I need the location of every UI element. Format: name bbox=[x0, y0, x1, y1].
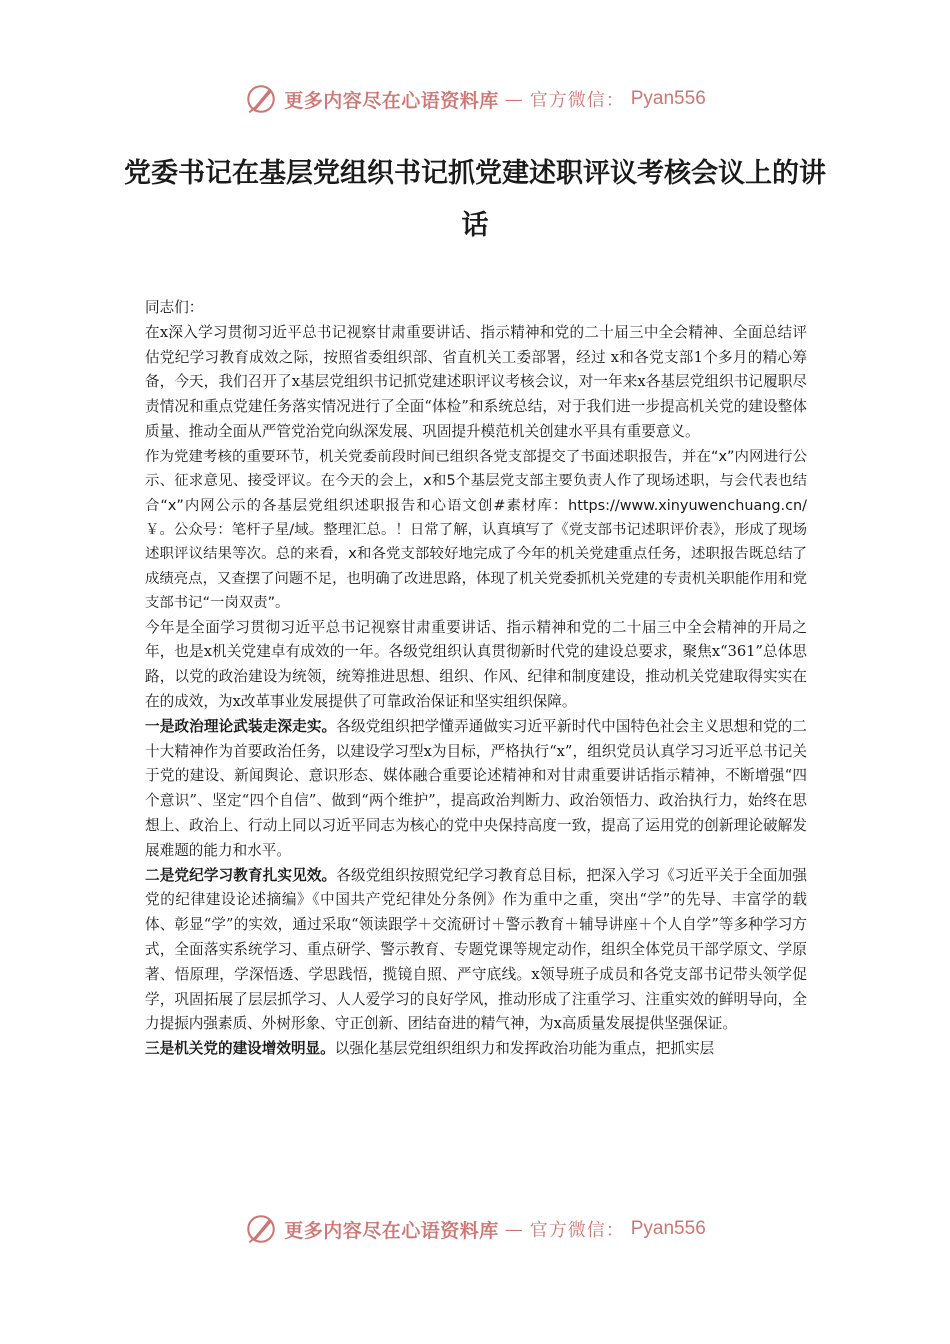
point-two-heading: 二是党纪学习教育扎实见效。 bbox=[145, 866, 337, 884]
banner-separator: — bbox=[504, 88, 524, 110]
paragraph-intro: 在x深入学习贯彻习近平总书记视察甘肃重要讲话、指示精神和党的二十届三中全会精神、全面总结评估党纪学习教育成效之际，按照省委组织部、省直机关工委部署，经过 x和各党支部1个多月的精心筹备，今天，我们召开了x基层党组织书记抓党建述职评议考核会议，对一年来x各基层党组织书记履职尽责情况和重点党建任务落实情况进行了全面“体检”和系统总结，对于我们进一步提高机关党的建设整体质量、推动全面从严管党治党向纵深发展、巩固提升模范机关创建水平具有重要意义。 bbox=[145, 323, 807, 440]
watermark-banner-top bbox=[0, 82, 950, 116]
banner-label: 官方微信： bbox=[529, 1220, 625, 1241]
banner-text: 更多内容尽在心语资料库 bbox=[284, 1219, 499, 1242]
banner-label: 官方微信： bbox=[529, 90, 625, 111]
paragraph-assessment: 作为党建考核的重要环节，机关党委前段时间已组织各党支部提交了书面述职报告，并在“x”内网进行公示、征求意见、接受评议。在今天的会上，x和5个基层党支部主要负责人作了现场述职，与会代表也结合“x”内网公示的各基层党组织述职报告和心语文创#素材库：https://www.xinyuwenchuang.cn/￥。公众号：笔杆子星/域。整理汇总。！日常了解，认真填写了《党支部书记述职评价表》，形成了现场述职评议结果等次。总的来看，x和各党支部较好地完成了今年的机关党建重点任务，述职报告既总结了成绩亮点，又查摆了问题不足，也明确了改进思路，体现了机关党委抓机关党建的专责机关职能作用和党支部书记“一岗双责”。 bbox=[145, 448, 807, 612]
document-body bbox=[145, 296, 807, 1062]
point-one-body: 各级党组织把学懂弄通做实习近平新时代中国特色社会主义思想和党的二十大精神作为首要政治任务，以建设学习型x为目标，严格执行“x”，组织党员认真学习习近平总书记关于党的建设、新闻舆论、意识形态、媒体融合重要论述精神和对甘肃重要讲话指示精神，不断增强“四个意识”、坚定“四个自信”、做到“两个维护”，提高政治判断力、政治领悟力、政治执行力，始终在思想上、政治上、行动上同以习近平同志为核心的党中央保持高度一致，提高了运用党的创新理论破解发展难题的能力和水平。 bbox=[145, 717, 807, 859]
quill-logo-icon bbox=[244, 1212, 278, 1246]
document-title: 党委书记在基层党组织书记抓党建述职评议考核会议上的讲话 bbox=[124, 158, 826, 241]
paragraph-point-three bbox=[145, 1037, 807, 1062]
paragraph-point-two bbox=[145, 864, 807, 1038]
banner-wechat-id: Pyan556 bbox=[630, 1218, 706, 1239]
point-two-body: 各级党组织按照党纪学习教育总目标，把深入学习《习近平关于全面加强党的纪律建设论述摘编》《中国共产党纪律处分条例》作为重中之重，突出“学”的先导、丰富学的载体、彰显“学”的实效，通过采取“领读跟学＋交流研讨＋警示教育＋辅导讲座＋个人自学”等多种学习方式，全面落实系统学习、重点研学、警示教育、专题党课等规定动作，组织全体党员干部学原文、学原著、悟原理，学深悟透、学思践悟，揽镜自照、严守底线。x领导班子成员和各党支部书记带头领学促学，巩固拓展了层层抓学习、人人爱学习的良好学风，推动形成了注重学习、注重实效的鲜明导向，全力提振内强素质、外树形象、守正创新、团结奋进的精气神，为x高质量发展提供坚强保证。 bbox=[145, 866, 807, 1033]
paragraph-point-one bbox=[145, 715, 807, 864]
point-three-heading: 三是机关党的建设增效明显。 bbox=[145, 1040, 335, 1058]
quill-logo-icon bbox=[244, 82, 278, 116]
banner-text: 更多内容尽在心语资料库 bbox=[284, 89, 499, 112]
banner-wechat-id: Pyan556 bbox=[630, 88, 706, 109]
watermark-banner-bottom bbox=[0, 1212, 950, 1246]
paragraph-year-review: 今年是全面学习贯彻习近平总书记视察甘肃重要讲话、指示精神和党的二十届三中全会精神的开局之年，也是x机关党建卓有成效的一年。各级党组织认真贯彻新时代党的建设总要求，聚焦x“361”总体思路，以党的政治建设为统领，统筹推进思想、组织、作风、纪律和制度建设，推动机关党建取得实实在在的成效，为x改革事业发展提供了可靠政治保证和坚实组织保障。 bbox=[145, 618, 807, 711]
salutation: 同志们： bbox=[145, 299, 204, 316]
point-one-heading: 一是政治理论武装走深走实。 bbox=[145, 717, 337, 735]
point-three-body: 以强化基层党组织组织力和发挥政治功能为重点，把抓实层 bbox=[334, 1040, 715, 1058]
banner-separator: — bbox=[504, 1218, 524, 1240]
